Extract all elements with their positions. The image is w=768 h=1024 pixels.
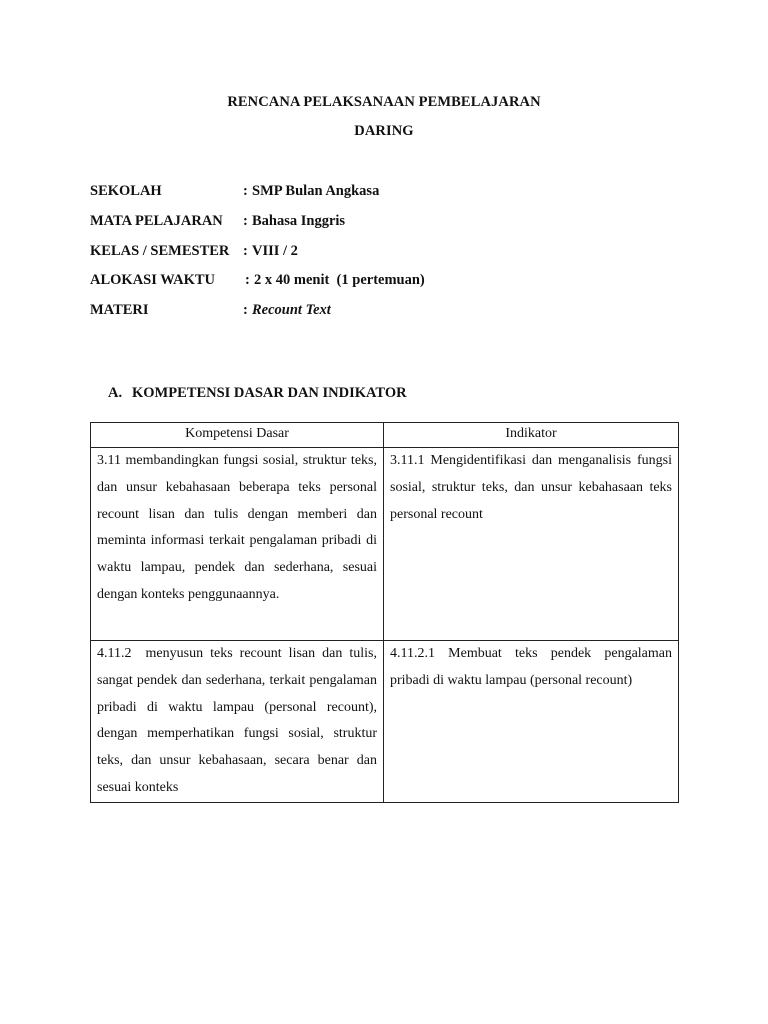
competency-table bbox=[90, 422, 679, 803]
document-title: RENCANA PELAKSANAAN PEMBELAJARAN bbox=[227, 94, 541, 110]
identity-colon: : bbox=[245, 272, 250, 288]
table-header-row bbox=[91, 423, 679, 448]
indikator-cell: 4.11.2.1 Membuat teks pendek pengalaman pribadi di waktu lampau (personal recount) bbox=[384, 641, 679, 803]
table-row bbox=[91, 448, 679, 641]
identity-colon: : bbox=[243, 183, 248, 199]
identity-value: SMP Bulan Angkasa bbox=[252, 183, 380, 199]
identity-value: Bahasa Inggris bbox=[252, 213, 346, 229]
identity-label: ALOKASI WAKTU bbox=[90, 272, 216, 288]
column-header-indikator: Indikator bbox=[384, 423, 679, 448]
document-subtitle: DARING bbox=[354, 123, 414, 139]
kompetensi-dasar-cell: 4.11.2 menyusun teks recount lisan dan tulis, sangat pendek dan sederhana, terkait pengalaman pribadi di waktu lampau (personal recount), dengan memperhatikan fungsi sosial, struktur teks, dan unsur kebahasaan, secara benar dan sesuai konteks bbox=[91, 641, 384, 803]
section-title: KOMPETENSI DASAR DAN INDIKATOR bbox=[132, 385, 407, 401]
identity-label: SEKOLAH bbox=[90, 183, 162, 199]
identity-colon: : bbox=[243, 243, 248, 259]
kompetensi-dasar-cell: 3.11 membandingkan fungsi sosial, struktur teks, dan unsur kebahasaan beberapa teks personal recount lisan dan tulis dengan memberi dan meminta informasi terkait pengalaman pribadi di waktu lampau, pendek dan sederhana, sesuai dengan konteks penggunaannya. bbox=[91, 448, 384, 641]
section-letter: A. bbox=[108, 385, 123, 401]
identity-colon: : bbox=[243, 302, 248, 318]
identity-value: Recount Text bbox=[252, 302, 331, 318]
table-row bbox=[91, 641, 679, 803]
identity-label: KELAS / SEMESTER bbox=[90, 243, 230, 259]
section-heading-a bbox=[108, 385, 407, 402]
column-header-kompetensi-dasar: Kompetensi Dasar bbox=[91, 423, 384, 448]
identity-colon: : bbox=[243, 213, 248, 229]
indikator-cell: 3.11.1 Mengidentifikasi dan menganalisis fungsi sosial, struktur teks, dan unsur kebahasaan teks personal recount bbox=[384, 448, 679, 641]
identity-value: VIII / 2 bbox=[252, 243, 298, 259]
identity-label: MATA PELAJARAN bbox=[90, 213, 223, 229]
identity-value: 2 x 40 menit (1 pertemuan) bbox=[254, 272, 425, 288]
identity-label: MATERI bbox=[90, 302, 149, 318]
